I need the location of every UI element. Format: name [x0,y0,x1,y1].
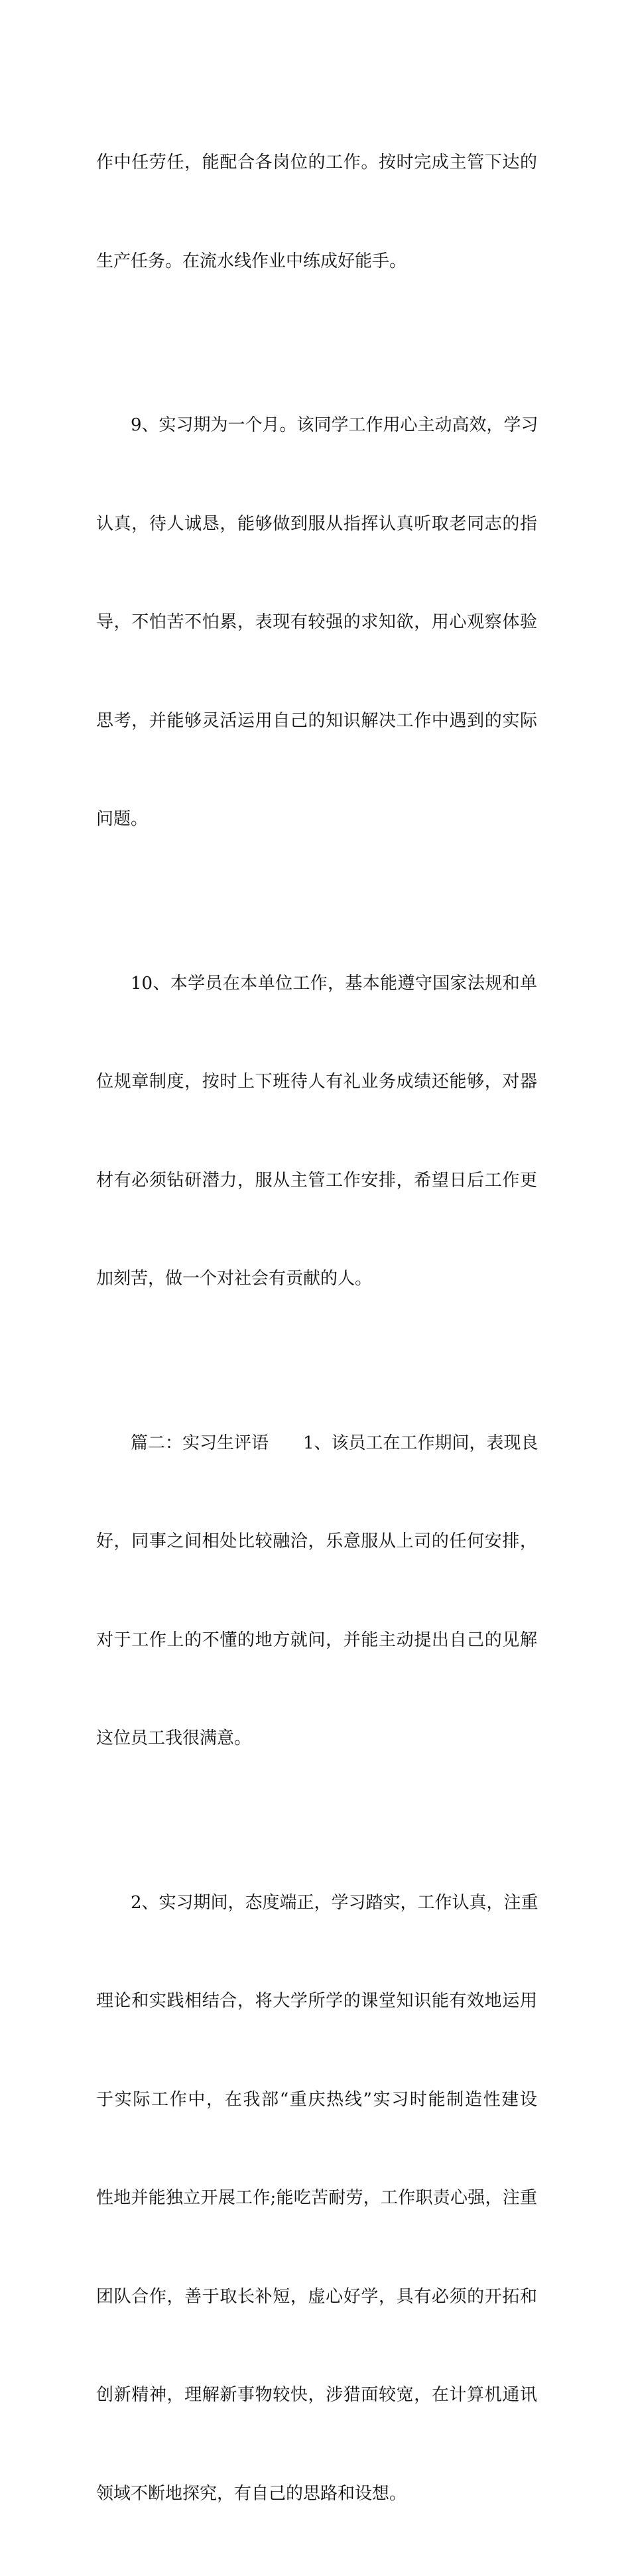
text-line: 导，不怕苦不怕累，表现有较强的求知欲，用心观察体验 [96,606,537,639]
text-line: 2、实习期间，态度端正，学习踏实，工作认真，注重 [96,1887,537,1920]
text-line: 材有必须钻研潜力，服从主管工作安排，希望日后工作更 [96,1165,537,1198]
paragraph-item-10 [96,902,537,1362]
paragraph-continued [96,81,537,344]
text-line: 性地并能独立开展工作;能吃苦耐劳，工作职责心强，注重 [96,2182,537,2215]
paragraph-item-9 [96,344,537,902]
text-line: 作中任劳任，能配合各岗位的工作。按时完成主管下达的 [96,147,537,180]
text-line: 创新精神，理解新事物较快，涉猎面较宽，在计算机通讯 [96,2379,537,2412]
paragraph-section2-item-2 [96,1821,537,2576]
text-line: 问题。 [96,803,537,836]
text-line: 这位员工我很满意。 [96,1722,537,1756]
text-line: 生产任务。在流水线作业中练成好能手。 [96,245,537,279]
document-page [0,0,630,891]
text-line: 10、本学员在本单位工作，基本能遵守国家法规和单 [96,968,537,1001]
text-line: 位规章制度，按时上下班待人有礼业务成绩还能够，对器 [96,1066,537,1099]
text-line: 思考，并能够灵活运用自己的知识解决工作中遇到的实际 [96,705,537,738]
text-line: 加刻苦，做一个对社会有贡献的人。 [96,1263,537,1296]
text-line: 认真，待人诚恳，能够做到服从指挥认真听取老同志的指 [96,508,537,541]
text-line: 领域不断地探究，有自己的思路和设想。 [96,2478,537,2511]
text-line: 9、实习期为一个月。该同学工作用心主动高效，学习 [96,409,537,442]
text-line: 好，同事之间相处比较融洽，乐意服从上司的任何安排， [96,1525,537,1559]
document-body [96,81,537,2576]
text-line: 理论和实践相结合，将大学所学的课堂知识能有效地运用 [96,1985,537,2018]
text-line: 于实际工作中，在我部“重庆热线”实习时能制造性建设 [96,2084,537,2117]
paragraph-section2-item-1 [96,1362,537,1821]
text-line: 对于工作上的不懂的地方就问，并能主动提出自己的见解 [96,1624,537,1657]
text-line: 篇二：实习生评语 1、该员工在工作期间，表现良 [96,1427,537,1460]
text-line: 团队合作，善于取长补短，虚心好学，具有必须的开拓和 [96,2281,537,2314]
